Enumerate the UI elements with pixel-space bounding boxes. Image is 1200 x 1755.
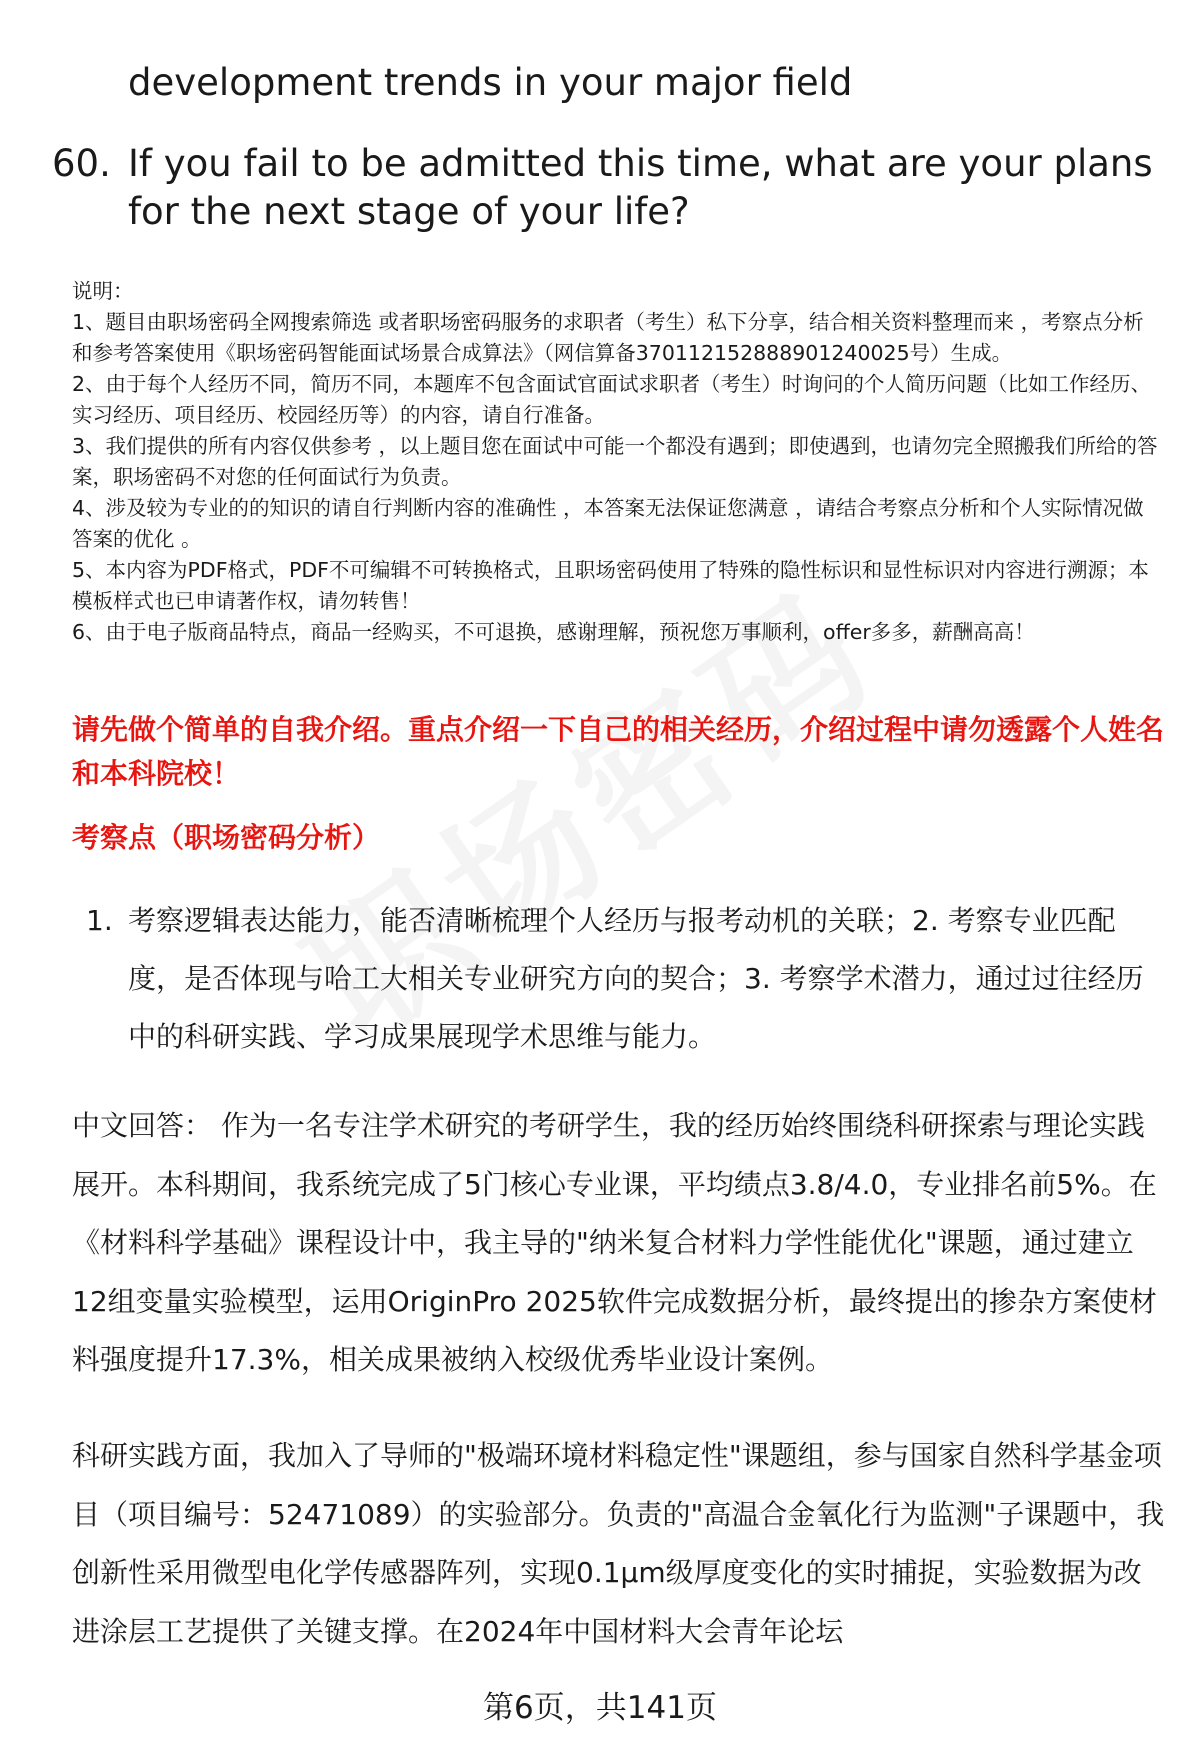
assessment-points <box>86 892 1166 1066</box>
note-item: 5、本内容为PDF格式，PDF不可编辑不可转换格式，且职场密码使用了特殊的隐性标识和显性标识对内容进行溯源；本模板样式也已申请著作权，请勿转售！ <box>72 558 1149 613</box>
question-60 <box>52 140 1162 236</box>
question-number: 60. <box>52 142 111 185</box>
assessment-heading: 考察点（职场密码分析） <box>72 821 381 854</box>
note-item: 2、由于每个人经历不同，简历不同，本题库不包含面试官面试求职者（考生）时询问的个人简历问题（比如工作经历、实习经历、项目经历、校园经历等）的内容，请自行准备。 <box>72 372 1152 427</box>
previous-question-tail: development trends in your major field <box>128 61 853 104</box>
points-number: 1. <box>86 904 113 937</box>
page-footer: 第6页，共141页 <box>483 1690 717 1726</box>
note-item: 3、我们提供的所有内容仅供参考 ，以上题目您在面试中可能一个都没有遇到；即使遇到，也请勿完全照搬我们所给的答案，职场密码不对您的任何面试行为负责。 <box>72 434 1158 489</box>
notes-block <box>72 276 1162 648</box>
notes-title: 说明： <box>72 279 134 303</box>
interview-question: 请先做个简单的自我介绍。重点介绍一下自己的相关经历，介绍过程中请勿透露个人姓名和本科院校！ <box>72 713 1165 790</box>
points-text: 考察逻辑表达能力，能否清晰梳理个人经历与报考动机的关联；2. 考察专业匹配度，是否体现与哈工大相关专业研究方向的契合；3. 考察学术潜力，通过过往经历中的科研实践、学习成果展现学术思维与能力。 <box>128 904 1144 1053</box>
answer-paragraph-2: 科研实践方面，我加入了导师的"极端环境材料稳定性"课题组，参与国家自然科学基金项目（项目编号：52471089）的实验部分。负责的"高温合金氧化行为监测"子课题中，我创新性采用微型电化学传感器阵列，实现0.1μm级厚度变化的实时捕捉，实验数据为改进涂层工艺提供了关键支撑。在2024年中国材料大会青年论坛 <box>72 1439 1165 1648</box>
question-text: If you fail to be admitted this time, what are your plans for the next stage of your life? <box>128 142 1153 233</box>
answer-paragraph-1: 中文回答： 作为一名专注学术研究的考研学生，我的经历始终围绕科研探索与理论实践展开。本科期间，我系统完成了5门核心专业课，平均绩点3.8/4.0，专业排名前5%。在《材料科学基础》课程设计中，我主导的"纳米复合材料力学性能优化"课题，通过建立12组变量实验模型，运用OriginPro 2025软件完成数据分析，最终提出的掺杂方案使材料强度提升17.3%，相关成果被纳入校级优秀毕业设计案例。 <box>72 1109 1157 1376</box>
note-item: 1、题目由职场密码全网搜索筛选 或者职场密码服务的求职者（考生）私下分享，结合相关资料整理而来 ，考察点分析和参考答案使用《职场密码智能面试场景合成算法》（网信算备370112152888901240025号）生成。 <box>72 310 1144 365</box>
note-item: 6、由于电子版商品特点，商品一经购买，不可退换，感谢理解，预祝您万事顺利，offer多多，薪酬高高！ <box>72 620 1035 644</box>
note-item: 4、涉及较为专业的的知识的请自行判断内容的准确性 ，本答案无法保证您满意 ，请结合考察点分析和个人实际情况做答案的优化 。 <box>72 496 1144 551</box>
